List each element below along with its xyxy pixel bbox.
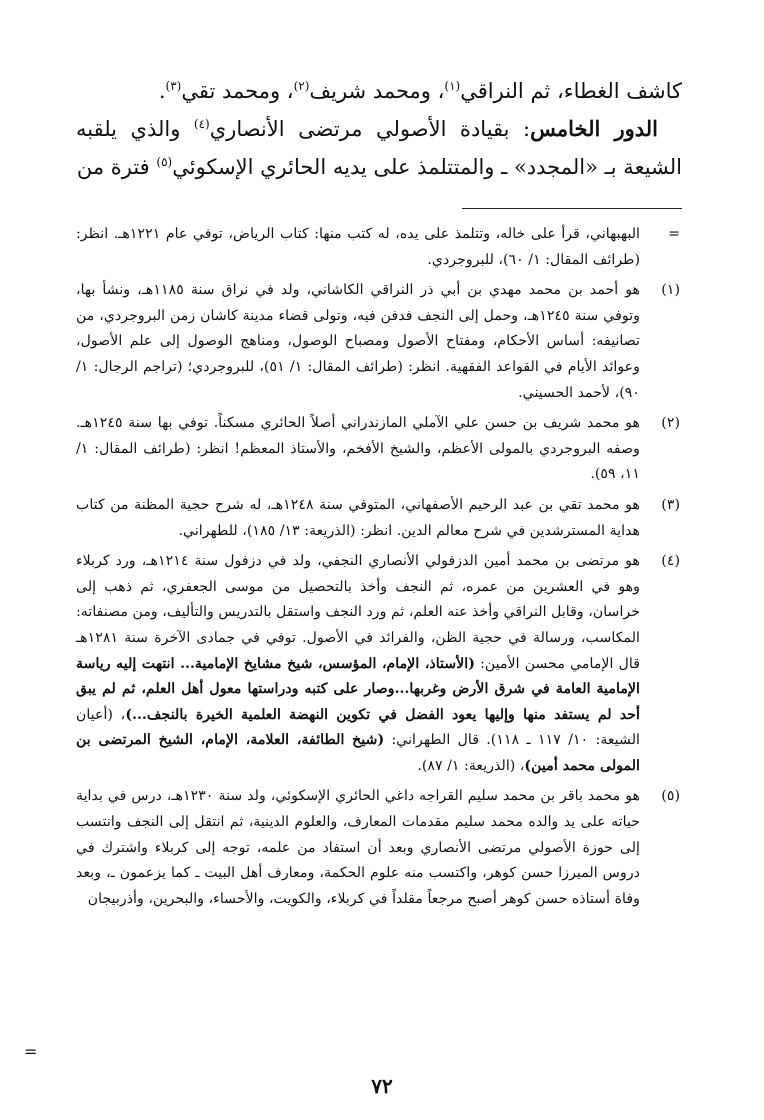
main-paragraph-2 [76,110,682,186]
footnote-2 [76,411,680,488]
footnote-marker: (١) [661,282,680,299]
footnote-ref-1[interactable]: (١) [444,79,461,93]
footnote-marker: (٣) [661,496,680,513]
footnote-3 [76,493,680,544]
main-text [76,72,682,186]
footnote-4 [76,549,680,779]
footnote-1 [76,278,680,406]
footnote-text: البهبهاني، قرأ على خاله، وتتلمذ على يده، له كتب منها: كتاب الرياض، توفي عام ١٢٢١هـ. انظر: (طرائف المقال: ١/ ٦٠)، للبروجردي. [76,226,641,268]
continues-marker: = [24,1042,38,1061]
main-text-segment: والذي يلقبه الشيعة بـ «المجدد» ـ والمتتلمذ على يديه الحائري الإسكوئي [76,117,682,179]
footnote-continuation [76,222,680,273]
footnote-text: هو محمد تقي بن عبد الرحيم الأصفهاني، المتوفي سنة ١٢٤٨هـ، له شرح حجية المظنة من كتاب هداية المسترشدين في شرح معالم الدين. انظر: (الذريعة: ١٣/ ١٨٥)، للطهراني. [76,496,640,539]
main-line-1 [76,72,682,110]
main-text-segment: ، ومحمد شريف [309,79,445,103]
footnote-ref-2[interactable]: (٢) [293,79,310,93]
footnote-separator [462,208,682,209]
main-text-segment: فترة من [76,155,157,179]
footnote-marker: (٢) [661,415,680,432]
footnote-text: ، (أعيان الشيعة: ١٠/ ١١٧ ـ ١١٨). قال الطهراني: [76,706,640,749]
main-text-segment: ، ومحمد تقي [181,79,294,103]
footnote-text: ، (الذريعة: ١/ ٨٧). [417,757,525,774]
footnote-ref-3[interactable]: (٣) [165,79,182,93]
footnote-marker: (٥) [661,788,680,805]
section-heading: الدور الخامس [530,116,658,141]
main-text-segment: . [158,79,166,103]
footnote-quote-bold: (شيخ الطائفة، العلامة، الإمام، الشيخ المرتضى بن المولى محمد أمين) [76,732,640,774]
footnote-marker: = [668,226,680,242]
footnote-text: هو مرتضى بن محمد أمين الدزفولي الأنصاري النجفي، ولد في دزفول سنة ١٢١٤هـ، ورد كربلاء وهو في العشرين من عمره، ثم النجف وأخذ بالتحصيل من موسى الجعفري، ثم ذهب إلى خراسان، وقابل النراقي وأخذ عنه العلم، ثم ورد النجف واستقل بالتدريس والتأليف، ومن مصنفاته: المكاسب، ورسالة في حجية الظن، والفرائد في الأصول. توفي في جمادى الآخرة سنة ١٢٨١هـ قال الإمامي محسن الأمين: [76,553,640,672]
footnote-5 [76,784,680,912]
footnote-marker: (٤) [661,553,680,570]
footnote-quote-bold: (الأستاذ، الإمام، المؤسس، شيخ مشايخ الإمامية... انتهت إليه رياسة الإمامية العامة في شرق الأرض وغربها...وصار على كتبه ودراستها معول أهل العلم، ثم لم يبق أحد لم يستفد منها وإليها يعود الفضل في تكوين النهضة العلمية الخيرة بالنجف...) [76,655,640,723]
footnote-text: هو محمد باقر بن محمد سليم القراجه داغي الحائري الإسكوئي، ولد سنة ١٢٣٠هـ، درس في بداية حياته على يد والده محمد سليم مقدمات المعارف، والعلوم الدينية، ثم انتقل إلى النجف وانتسب إلى حوزة الأصولي مرتضى الأنصاري وبعد أن استفاد من علمه، توجه إلى كربلاء واشترك في دروس الميرزا حسن كوهر، واكتسب منه علوم الحكمة، ومعارف أهل البيت ـ كما يزعمون ـ، وبعد وفاة أستاذه حسن كوهر أصبح مرجعاً مقلداً في كربلاء، والكويت، والأحساء، والبحرين، وأذربيجان [76,788,641,907]
footnote-ref-5[interactable]: (٥) [156,155,173,169]
main-text-segment: : بقيادة الأصولي مرتضى الأنصاري [209,117,531,141]
footnotes [76,222,680,917]
footnote-text: هو أحمد بن محمد مهدي بن أبي ذر النراقي الكاشاني، ولد في نراق سنة ١١٨٥هـ، ونشأ بها، وتوفي سنة ١٢٤٥هـ، وحمل إلى النجف فدفن فيه، وتولى قضاء مدينة كاشان زمن البروجردي، من تصانيفه: أساس الأحكام، ومفتاح الأصول ومصباح الوصول، ومناهج الوصول إلى علم الأصول، وعوائد الأيام في القواعد الفقهية. انظر: (طرائف المقال: ١/ ٥١)، للبروجردي؛ (تراجم الرجال: ١/ ٩٠)، لأحمد الحسيني. [76,282,640,401]
footnote-text: هو محمد شريف بن حسن علي الآملي المازندراني أصلاً الحائري مسكناً. توفي بها سنة ١٢٤٥هـ. وصفه البروجردي بالمولى الأعظم، والشيخ الأفخم، والأستاذ المعظم! انظر: (طرائف المقال: ١/ ١١، ٥٩). [76,415,640,483]
footnote-ref-4[interactable]: (٤) [193,117,210,131]
page-number: ٧٢ [371,1074,393,1098]
main-text-segment: كاشف الغطاء، ثم النراقي [460,79,682,103]
